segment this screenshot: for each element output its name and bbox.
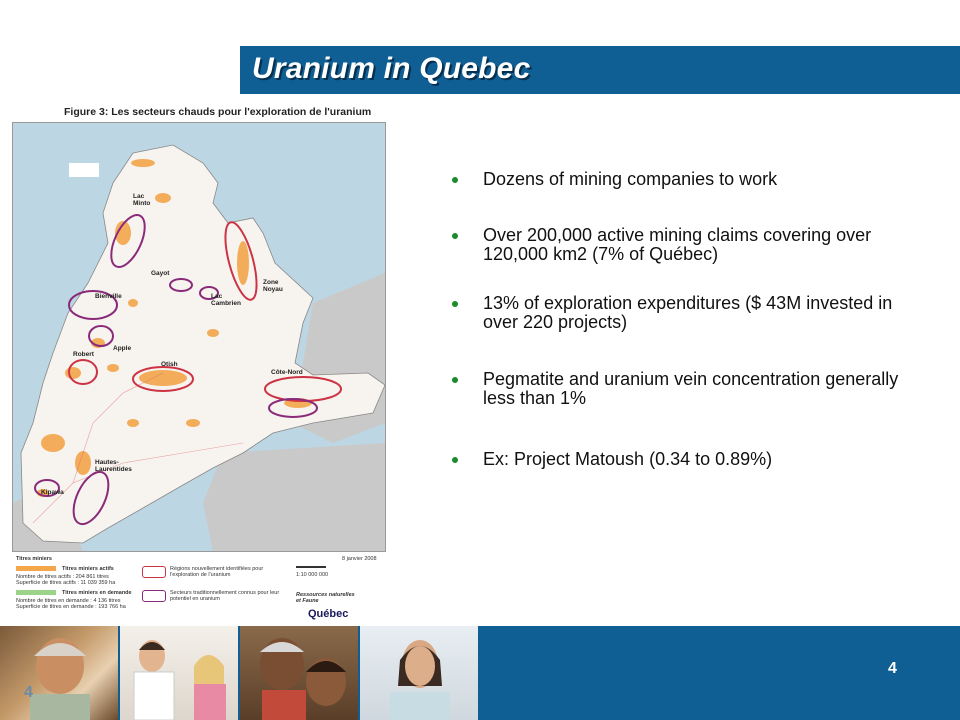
- legend-pending-stats-1: Nombre de titres en demande : 4 136 titres: [16, 598, 121, 604]
- legend-pending-claims: Titres miniers en demande: [62, 590, 132, 596]
- legend-ministry: Ressources naturelles et Faune: [296, 592, 355, 604]
- map-label-otish: Otish: [161, 361, 178, 368]
- map-label-lac-minto: Lac Minto: [133, 193, 151, 207]
- quebec-map: [12, 122, 386, 552]
- photo-nurse: [360, 626, 478, 720]
- map-label-hautes-laurentides: Hautes- Laurentides: [95, 459, 132, 473]
- legend-scale: 1:10 000 000: [296, 572, 329, 578]
- map-label-apple: Apple: [113, 345, 132, 352]
- legend-date: 8 janvier 2008: [342, 556, 377, 562]
- legend-active-claims: Titres miniers actifs: [62, 566, 114, 572]
- legend-active-stats-2: Superficie de titres actifs : 11 039 359 ha: [16, 580, 116, 586]
- bullet-text: Over 200,000 active mining claims covering over 120,000 km2 (7% of Québec): [483, 225, 872, 264]
- bullet-dot-icon: [452, 233, 458, 239]
- elderly-couple-illustration: [240, 626, 358, 720]
- map-label-lac-cambrien: Lac Cambrien: [211, 293, 241, 307]
- photo-doctor-child: [120, 626, 238, 720]
- legend-traditional-swatch: [142, 590, 166, 602]
- legend-new-region-swatch: [142, 566, 166, 578]
- legend-traditional-sectors: Secteurs traditionnellement connus pour leur potentiel en uranium: [170, 590, 280, 602]
- scale-bar: [296, 566, 326, 568]
- bullet-dot-icon: [452, 177, 458, 183]
- map-label-robert: Robert: [73, 351, 94, 358]
- map-label-kipawa: Kipawa: [41, 489, 64, 496]
- photo-elderly-couple: [240, 626, 358, 720]
- photo-page-number: 4: [24, 684, 33, 701]
- doctor-child-illustration: [120, 626, 238, 720]
- slide-title: Uranium in Quebec: [252, 52, 531, 85]
- nurse-illustration: [360, 626, 478, 720]
- map-label-cote-nord: Côte-Nord: [271, 369, 303, 376]
- legend-active-stats-1: Nombre de titres actifs : 204 861 titres: [16, 574, 109, 580]
- legend-new-regions: Régions nouvellement identifiées pour l'exploration de l'uranium: [170, 566, 264, 578]
- map-legend: [12, 554, 384, 626]
- quebec-logo: Québec: [308, 608, 349, 620]
- elderly-man-illustration: [0, 626, 118, 720]
- map-label-bienville: Bienville: [95, 293, 122, 300]
- map-label-gayot: Gayot: [151, 270, 170, 277]
- map-label-zone-noyau: Zone Noyau: [263, 279, 283, 293]
- bullet-dot-icon: [452, 457, 458, 463]
- uranium-map-figure: [8, 100, 388, 628]
- legend-pending-swatch: [16, 590, 56, 595]
- bullet-text: 13% of exploration expenditures ($ 43M invested in over 220 projects): [483, 293, 893, 332]
- bullet-dot-icon: [452, 301, 458, 307]
- legend-heading: Titres miniers: [16, 556, 52, 562]
- title-bar: [240, 46, 960, 94]
- bullet-dot-icon: [452, 377, 458, 383]
- map-caption: Figure 3: Les secteurs chauds pour l'exploration de l'uranium: [64, 106, 372, 118]
- bullet-text: Dozens of mining companies to work: [483, 169, 778, 189]
- legend-pending-stats-2: Superficie de titres en demande : 193 766 ha: [16, 604, 126, 610]
- bullet-text: Ex: Project Matoush (0.34 to 0.89%): [483, 449, 773, 469]
- photo-elderly-man: [0, 626, 118, 720]
- page-number: 4: [888, 660, 897, 677]
- legend-active-swatch: [16, 566, 56, 571]
- quebec-map-drawing: [13, 123, 385, 551]
- bullet-text: Pegmatite and uranium vein concentration generally less than 1%: [483, 369, 899, 408]
